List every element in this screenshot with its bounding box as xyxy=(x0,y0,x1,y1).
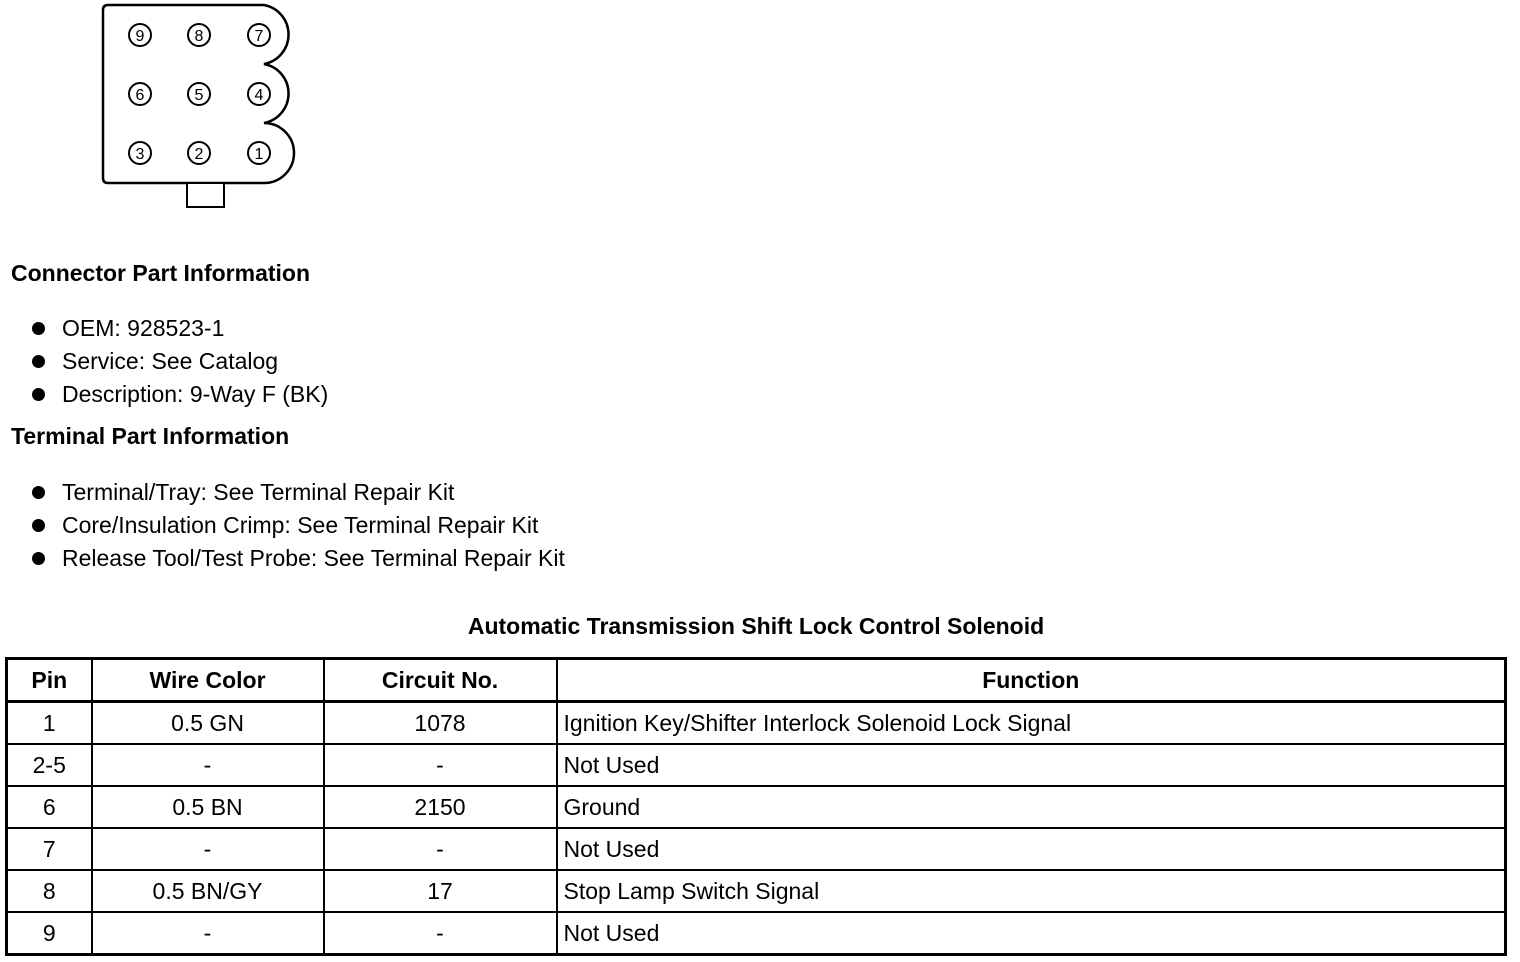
wire-color-cell: 0.5 BN xyxy=(92,786,324,828)
list-item: Release Tool/Test Probe: See Terminal Repair Kit xyxy=(30,542,565,575)
pin-label: 2 xyxy=(194,146,204,163)
pin-label: 8 xyxy=(194,28,204,45)
terminal-info-list xyxy=(30,476,565,575)
bullet-icon xyxy=(32,388,45,401)
table-row xyxy=(7,828,1506,870)
pin-8 xyxy=(188,24,210,46)
table-row xyxy=(7,912,1506,955)
table-header-row xyxy=(7,659,1506,702)
list-item: Service: See Catalog xyxy=(30,345,328,378)
pin-7 xyxy=(248,24,270,46)
pin-5 xyxy=(188,83,210,105)
function-cell: Not Used xyxy=(557,912,1506,955)
wire-color-cell: 0.5 GN xyxy=(92,702,324,745)
pin-label: 5 xyxy=(194,87,204,104)
connector-info-heading: Connector Part Information xyxy=(11,260,311,286)
circuit-cell: 17 xyxy=(324,870,557,912)
pin-label: 7 xyxy=(254,28,264,45)
function-cell: Stop Lamp Switch Signal xyxy=(557,870,1506,912)
column-header-pin: Pin xyxy=(7,659,92,702)
pin-cell: 1 xyxy=(7,702,92,745)
pin-6 xyxy=(129,83,151,105)
circuit-cell: 2150 xyxy=(324,786,557,828)
list-item: Terminal/Tray: See Terminal Repair Kit xyxy=(30,476,565,509)
pin-cell: 7 xyxy=(7,828,92,870)
function-cell: Ground xyxy=(557,786,1506,828)
pin-cell: 6 xyxy=(7,786,92,828)
circuit-cell: - xyxy=(324,744,557,786)
wire-color-cell: - xyxy=(92,828,324,870)
bullet-icon xyxy=(32,355,45,368)
pin-label: 4 xyxy=(254,87,264,104)
function-cell: Ignition Key/Shifter Interlock Solenoid Lock Signal xyxy=(557,702,1506,745)
connector-latch xyxy=(187,183,224,207)
column-header-function: Function xyxy=(557,659,1506,702)
connector-face-diagram xyxy=(96,0,306,215)
table-row xyxy=(7,702,1506,745)
bullet-icon xyxy=(32,322,45,335)
function-cell: Not Used xyxy=(557,744,1506,786)
pin-label: 9 xyxy=(135,28,145,45)
function-cell: Not Used xyxy=(557,828,1506,870)
pin-cell: 9 xyxy=(7,912,92,955)
pin-cell: 2-5 xyxy=(7,744,92,786)
table-row xyxy=(7,744,1506,786)
circuit-cell: 1078 xyxy=(324,702,557,745)
pin-2 xyxy=(188,142,210,164)
pin-cell: 8 xyxy=(7,870,92,912)
pinout-table xyxy=(5,657,1507,956)
list-item: Core/Insulation Crimp: See Terminal Repair Kit xyxy=(30,509,565,542)
wire-color-cell: - xyxy=(92,912,324,955)
column-header-wire-color: Wire Color xyxy=(92,659,324,702)
circuit-cell: - xyxy=(324,828,557,870)
wire-color-cell: - xyxy=(92,744,324,786)
pin-3 xyxy=(129,142,151,164)
pin-9 xyxy=(129,24,151,46)
bullet-icon xyxy=(32,519,45,532)
pin-label: 6 xyxy=(135,87,145,104)
wire-color-cell: 0.5 BN/GY xyxy=(92,870,324,912)
terminal-info-heading: Terminal Part Information xyxy=(11,423,290,449)
pin-1 xyxy=(248,142,270,164)
pin-4 xyxy=(248,83,270,105)
pin-label: 1 xyxy=(254,146,264,163)
column-header-circuit-no: Circuit No. xyxy=(324,659,557,702)
connector-info-list xyxy=(30,312,328,411)
bullet-icon xyxy=(32,486,45,499)
bullet-icon xyxy=(32,552,45,565)
pin-label: 3 xyxy=(135,146,145,163)
list-item: Description: 9-Way F (BK) xyxy=(30,378,328,411)
table-row xyxy=(7,870,1506,912)
table-row xyxy=(7,786,1506,828)
circuit-cell: - xyxy=(324,912,557,955)
table-title: Automatic Transmission Shift Lock Control Solenoid xyxy=(467,613,1045,639)
list-item: OEM: 928523-1 xyxy=(30,312,328,345)
